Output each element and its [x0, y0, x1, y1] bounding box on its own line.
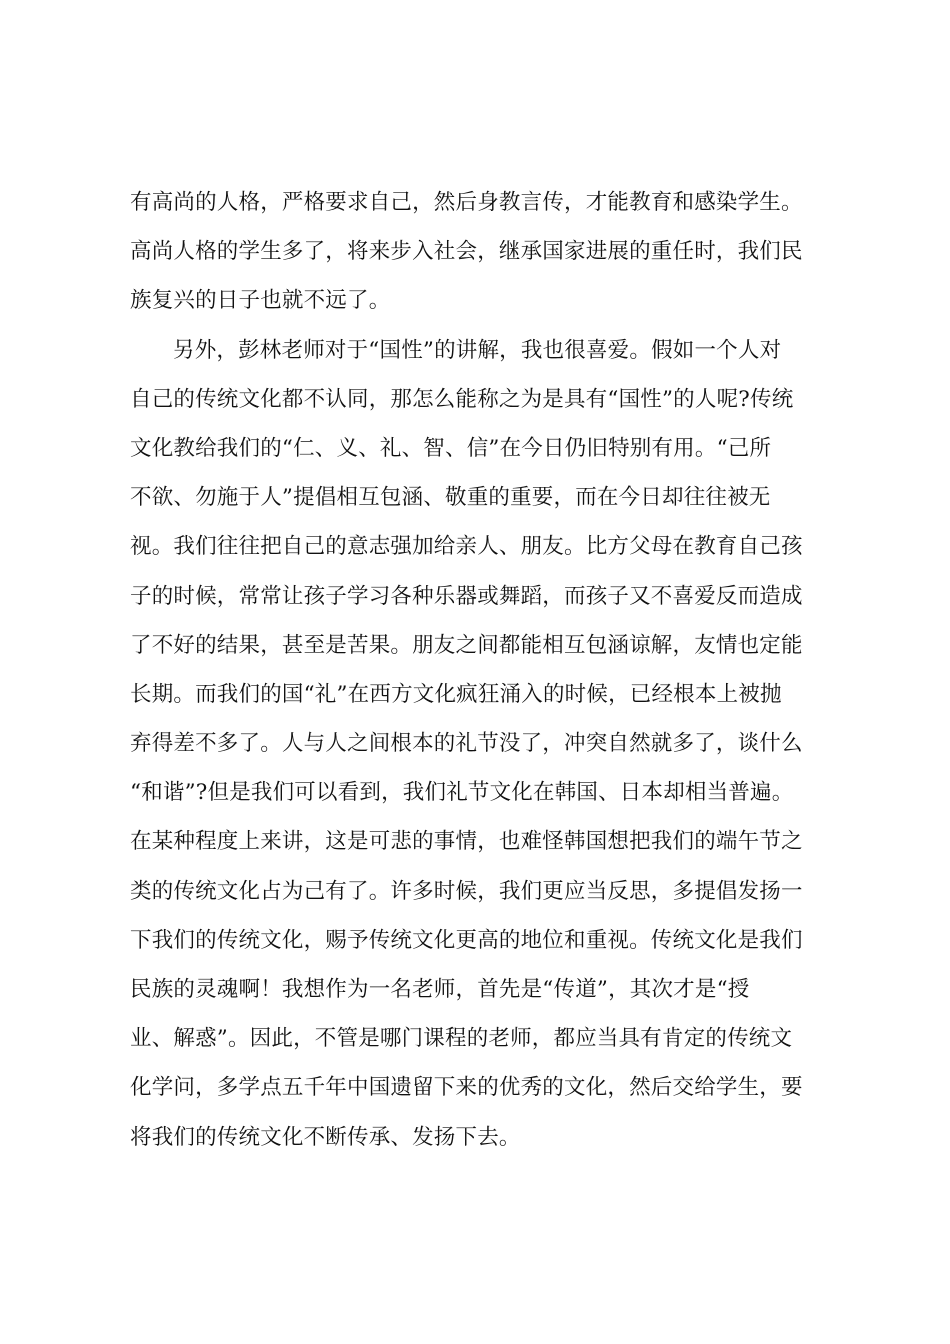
text-line: 有高尚的人格，严格要求自己，然后身教言传，才能教育和感染学生。	[130, 190, 803, 215]
text-line: 长期。而我们的国“礼”在西方文化疯狂涌入的时候，已经根本上被抛	[130, 681, 782, 707]
text-line: 类的传统文化占为己有了。许多时候，我们更应当反思，多提倡发扬一	[130, 878, 803, 904]
text-line: 高尚人格的学生多了，将来步入社会，继承国家进展的重任时，我们民	[130, 239, 803, 265]
text-line: 子的时候，常常让孩子学习各种乐器或舞蹈，而孩子又不喜爱反而造成	[130, 583, 803, 609]
body-text	[130, 178, 828, 1162]
text-line: 不欲、勿施于人”提倡相互包涵、敬重的重要，而在今日却往往被无	[130, 485, 771, 511]
text-line: 视。我们往往把自己的意志强加给亲人、朋友。比方父母在教育自己孩	[130, 534, 803, 560]
text-line: 了不好的结果，甚至是苦果。朋友之间都能相互包涵谅解，友情也定能	[130, 632, 803, 658]
text-line: 另外，彭林老师对于“国性”的讲解，我也很喜爱。假如一个人对	[173, 337, 782, 363]
paragraph-1	[130, 178, 828, 326]
text-line: 族复兴的日子也就不远了。	[130, 288, 391, 314]
text-line: 文化教给我们的“仁、义、礼、智、信”在今日仍旧特别有用。“己所	[130, 435, 772, 461]
text-line: 下我们的传统文化，赐予传统文化更高的地位和重视。传统文化是我们	[130, 927, 803, 953]
text-line: 业、解惑”。因此，不管是哪门课程的老师，都应当具有肯定的传统文	[130, 1026, 793, 1052]
text-line: 民族的灵魂啊！我想作为一名老师，首先是“传道”，其次才是“授	[130, 977, 750, 1002]
text-line: 将我们的传统文化不断传承、发扬下去。	[130, 1124, 521, 1150]
text-line: 在某种程度上来讲，这是可悲的事情，也难怪韩国想把我们的端午节之	[130, 829, 803, 855]
paragraph-2	[130, 326, 828, 1162]
text-line: “和谐”?但是我们可以看到，我们礼节文化在韩国、日本却相当普遍。	[130, 780, 794, 806]
text-line: 化学问，多学点五千年中国遗留下来的优秀的文化，然后交给学生，要	[130, 1075, 803, 1101]
text-line: 弃得差不多了。人与人之间根本的礼节没了，冲突自然就多了，谈什么	[130, 731, 803, 757]
text-line: 自己的传统文化都不认同，那怎么能称之为是具有“国性”的人呢?传统	[130, 386, 794, 412]
